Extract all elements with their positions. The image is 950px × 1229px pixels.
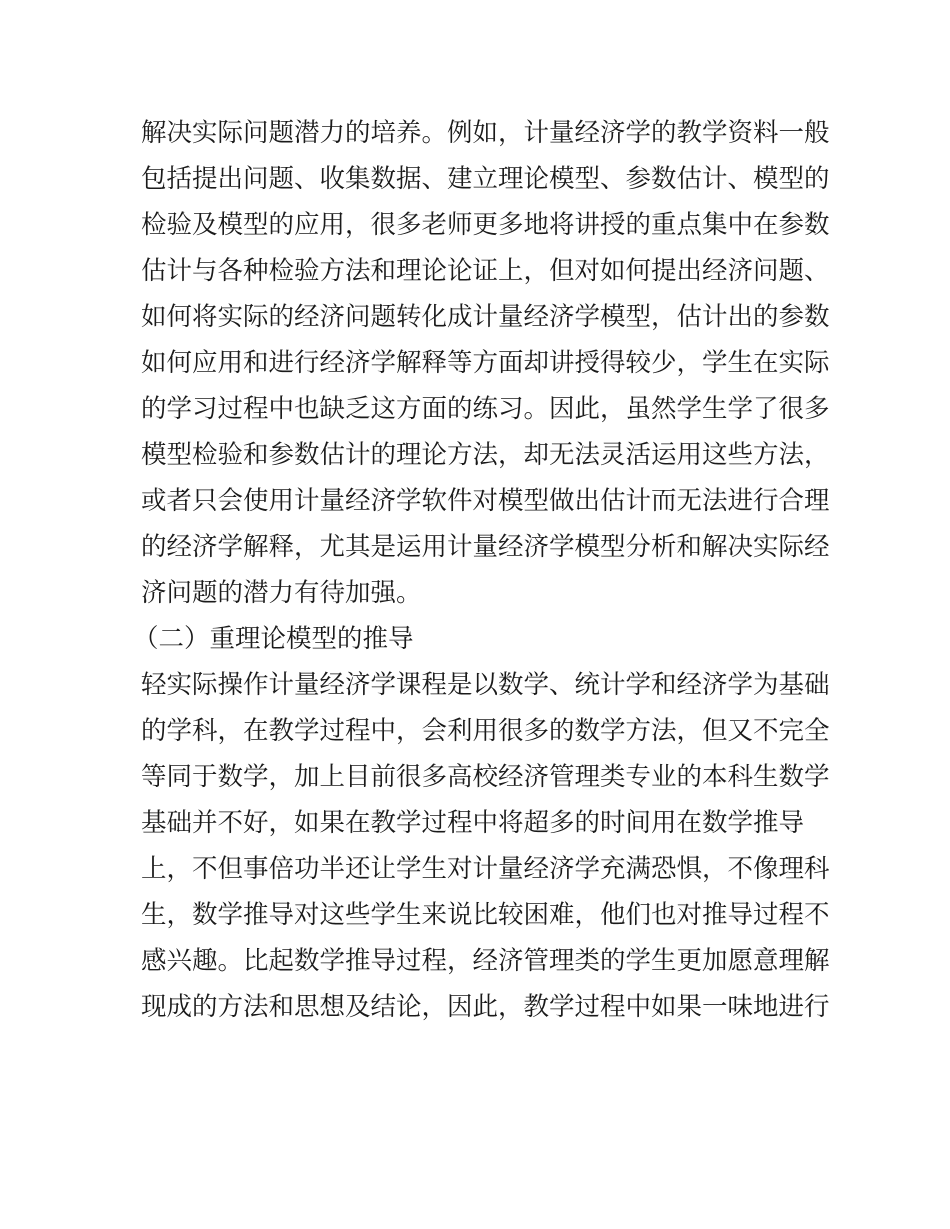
text-line: 模型检验和参数估计的理论方法，却无法灵活运用这些方法， [141,440,830,470]
text-line: 或者只会使用计量经济学软件对模型做出估计而无法进行合理 [141,486,830,516]
section-heading: （二）重理论模型的推导 [133,624,414,654]
text-line: 轻实际操作计量经济学课程是以数学、统计学和经济学为基础 [141,670,830,700]
text-line: 现成的方法和思想及结论，因此，教学过程中如果一味地进行 [141,992,830,1022]
paragraph-2 [141,662,830,1030]
text-line: 的学科，在教学过程中，会利用很多的数学方法，但又不完全 [141,716,830,746]
text-line: 感兴趣。比起数学推导过程，经济管理类的学生更加愿意理解 [141,946,830,976]
text-line: 检验及模型的应用，很多老师更多地将讲授的重点集中在参数 [141,210,830,240]
text-line: 如何应用和进行经济学解释等方面却讲授得较少，学生在实际 [141,348,830,378]
text-line: 如何将实际的经济问题转化成计量经济学模型，估计出的参数 [141,302,830,332]
text-line: 上，不但事倍功半还让学生对计量经济学充满恐惧，不像理科 [141,854,830,884]
text-line: 生，数学推导对这些学生来说比较困难，他们也对推导过程不 [141,900,830,930]
text-line: 的学习过程中也缺乏这方面的练习。因此，虽然学生学了很多 [141,394,830,424]
text-line: 基础并不好，如果在教学过程中将超多的时间用在数学推导 [141,808,805,838]
text-line: 包括提出问题、收集数据、建立理论模型、参数估计、模型的 [141,164,830,194]
paragraph-1 [141,110,830,616]
text-line: 等同于数学，加上目前很多高校经济管理类专业的本科生数学 [141,762,830,792]
text-line: 解决实际问题潜力的培养。例如，计量经济学的教学资料一般 [141,118,830,148]
text-line: 估计与各种检验方法和理论论证上，但对如何提出经济问题、 [141,256,830,286]
text-line: 济问题的潜力有待加强。 [141,578,422,608]
document-body [133,110,830,1030]
text-line: 的经济学解释，尤其是运用计量经济学模型分析和解决实际经 [141,532,830,562]
